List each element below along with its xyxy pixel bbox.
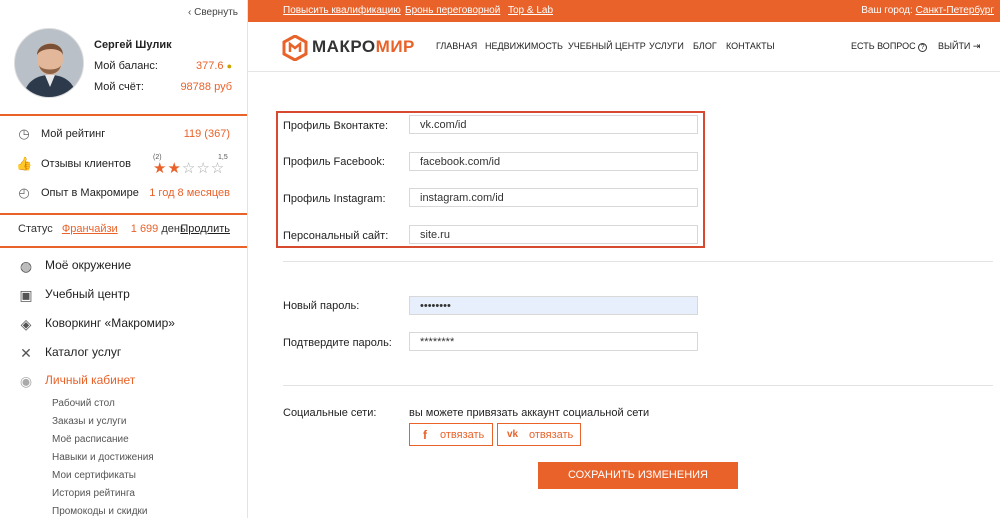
- collapse-sidebar-link[interactable]: ‹ Свернуть: [188, 7, 238, 18]
- logout-label: ВЫЙТИ: [938, 41, 971, 51]
- instagram-profile-input[interactable]: [409, 188, 698, 207]
- menu-label: Каталог услуг: [45, 345, 122, 359]
- logout-link[interactable]: [938, 41, 980, 52]
- status-row: [18, 223, 230, 235]
- balance-amount: 377.6: [195, 60, 224, 72]
- submenu-item-promocodes[interactable]: Промокоды и скидки: [52, 506, 148, 517]
- divider: [0, 213, 248, 215]
- vk-profile-input[interactable]: [409, 115, 698, 134]
- facebook-profile-label: Профиль Facebook:: [283, 156, 385, 168]
- menu-item-education[interactable]: [17, 284, 237, 306]
- divider: [0, 246, 248, 248]
- social-networks-label: Социальные сети:: [283, 407, 377, 419]
- ask-question-link[interactable]: [851, 41, 927, 52]
- clock-icon: ◴: [18, 185, 30, 200]
- top-link-qualification[interactable]: Повысить квалификацию: [283, 5, 401, 16]
- user-name: Сергей Шулик: [94, 39, 172, 51]
- divider: [283, 385, 993, 386]
- nav-services[interactable]: УСЛУГИ: [649, 41, 684, 51]
- vk-icon: vk: [507, 429, 519, 440]
- menu-label: Моё окружение: [45, 258, 132, 272]
- menu-label: Учебный центр: [45, 287, 130, 301]
- instagram-profile-label: Профиль Instagram:: [283, 193, 386, 205]
- nav-blog[interactable]: БЛОГ: [693, 41, 717, 51]
- divider: [283, 261, 993, 262]
- divider: [0, 114, 248, 116]
- rating-row[interactable]: [16, 125, 230, 143]
- top-link-meeting-room[interactable]: Бронь переговорной: [405, 5, 501, 16]
- nav-home[interactable]: ГЛАВНАЯ: [436, 41, 478, 51]
- confirm-password-input[interactable]: [409, 332, 698, 351]
- avatar-image: [15, 29, 84, 98]
- reviews-count: (2): [153, 154, 162, 161]
- new-password-label: Новый пароль:: [283, 300, 360, 312]
- header: [248, 22, 1000, 72]
- menu-label: Коворкинг «Макромир»: [45, 316, 175, 330]
- city-value[interactable]: Санкт-Петербург: [915, 5, 994, 16]
- status-days-number: 1 699: [130, 223, 159, 235]
- status-days-label: день: [161, 223, 186, 235]
- account-label: Мой счёт:: [94, 81, 144, 93]
- facebook-unlink-button[interactable]: [409, 423, 493, 446]
- menu-label: Личный кабинет: [45, 373, 136, 387]
- user-icon: ◉: [19, 373, 33, 389]
- status-franchise-link[interactable]: Франчайзи: [61, 223, 118, 235]
- question-icon: ?: [918, 43, 927, 52]
- nav-contacts[interactable]: КОНТАКТЫ: [726, 41, 775, 51]
- logo-icon: [282, 35, 308, 61]
- city-selector[interactable]: [861, 5, 994, 16]
- rating-stars: [153, 160, 225, 178]
- star-empty-icon: ☆☆☆: [181, 160, 226, 177]
- submenu-item-orders[interactable]: Заказы и услуги: [52, 416, 127, 427]
- ask-question-label: ЕСТЬ ВОПРОС: [851, 41, 916, 51]
- personal-site-input[interactable]: [409, 225, 698, 244]
- avatar[interactable]: [14, 28, 84, 98]
- rating-label: Мой рейтинг: [41, 128, 106, 140]
- reviews-row[interactable]: [16, 154, 230, 177]
- top-link-top-lab[interactable]: Top & Lab: [508, 5, 554, 16]
- menu-item-services-catalog[interactable]: [17, 342, 237, 364]
- reviews-score: 1,5: [218, 154, 228, 161]
- coworking-icon: ◈: [20, 316, 32, 332]
- logo[interactable]: [282, 35, 415, 61]
- facebook-icon: f: [423, 428, 427, 442]
- logo-text-b: МИР: [375, 37, 415, 56]
- social-networks-note: вы можете привязать аккаунт социальной сети: [409, 407, 650, 419]
- rating-icon: ◷: [18, 126, 30, 141]
- personal-site-label: Персональный сайт:: [283, 230, 389, 242]
- top-bar: [248, 0, 1000, 22]
- nav-education-center[interactable]: УЧЕБНЫЙ ЦЕНТР: [568, 41, 646, 51]
- logo-text: [312, 37, 415, 57]
- submenu-item-schedule[interactable]: Моё расписание: [52, 434, 129, 445]
- extend-link[interactable]: Продлить: [180, 223, 230, 235]
- vk-unlink-button[interactable]: [497, 423, 581, 446]
- vk-profile-label: Профиль Вконтакте:: [283, 120, 389, 132]
- submenu-item-certificates[interactable]: Мои сертификаты: [52, 470, 136, 481]
- rating-value: 119 (367): [183, 128, 230, 140]
- globe-icon: ◍: [19, 258, 33, 274]
- sidebar: [0, 0, 248, 518]
- save-changes-button[interactable]: СОХРАНИТЬ ИЗМЕНЕНИЯ: [538, 462, 738, 489]
- menu-item-coworking[interactable]: [17, 313, 237, 335]
- reviews-label: Отзывы клиентов: [41, 158, 131, 170]
- menu-item-personal-account[interactable]: [17, 370, 237, 392]
- submenu-item-skills[interactable]: Навыки и достижения: [52, 452, 154, 463]
- facebook-profile-input[interactable]: [409, 152, 698, 171]
- menu-item-environment[interactable]: [17, 255, 237, 277]
- experience-label: Опыт в Макромире: [41, 187, 139, 199]
- experience-value: 1 год 8 месяцев: [149, 187, 230, 199]
- thumbs-up-icon: 👍: [16, 156, 33, 171]
- experience-row: [16, 184, 230, 202]
- submenu-item-desktop[interactable]: Рабочий стол: [52, 398, 115, 409]
- account-value: 98788 руб: [180, 81, 232, 93]
- vk-unlink-label: отвязать: [529, 429, 574, 441]
- education-icon: ▣: [19, 287, 33, 303]
- balance-label: Мой баланс:: [94, 60, 158, 72]
- balance-value: [196, 60, 232, 72]
- nav-real-estate[interactable]: НЕДВИЖИМОСТЬ: [485, 41, 563, 51]
- logo-text-a: МАКРО: [312, 37, 376, 56]
- submenu-item-rating-history[interactable]: История рейтинга: [52, 488, 135, 499]
- status-label: Статус: [18, 223, 53, 235]
- balance-row: [94, 60, 232, 72]
- star-icon: ★★: [153, 160, 182, 177]
- confirm-password-label: Подтвердите пароль:: [283, 337, 392, 349]
- tools-icon: ✕: [20, 345, 32, 361]
- city-label: Ваш город:: [861, 5, 913, 16]
- logout-icon: ⇥: [972, 41, 981, 51]
- coin-icon: ●: [226, 61, 232, 71]
- new-password-input[interactable]: [409, 296, 698, 315]
- account-row: [94, 81, 232, 93]
- facebook-unlink-label: отвязать: [440, 429, 485, 441]
